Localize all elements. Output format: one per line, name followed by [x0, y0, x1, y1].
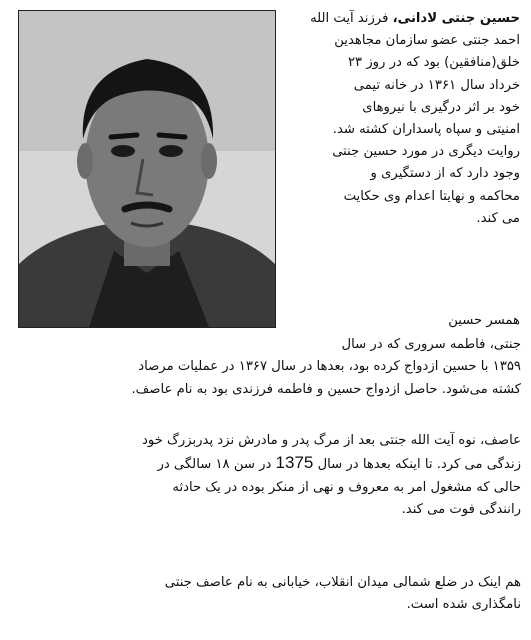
- bio-line: خلق(منافقین) بود که در روز ۲۳: [347, 55, 520, 71]
- portrait-photo: [18, 10, 276, 328]
- bio-intro-line: [282, 8, 520, 30]
- bio-line: می کند.: [476, 210, 520, 226]
- bio-intro-rest: فرزند آیت الله: [310, 11, 393, 26]
- spouse-line: ۱۳۵۹ با حسین ازدواج کرده بود، بعدها در سال ۱۳۶۷ در عملیات مرصاد: [138, 359, 521, 375]
- bio-line: احمد جنتی عضو سازمان مجاهدین: [334, 33, 520, 49]
- spouse-line: جنتی، فاطمه سروری که در سال: [341, 337, 521, 352]
- bio-line: امنیتی و سپاه پاسداران کشته شد.: [332, 122, 520, 138]
- bio-line: وجود دارد که از دستگیری و: [370, 166, 520, 182]
- street-paragraph: [8, 572, 521, 617]
- asef-line2-end: در سن ۱۸ سالگی در: [157, 457, 276, 473]
- bio-line: خود بر اثر درگیری با نیروهای: [362, 99, 520, 115]
- asef-paragraph: [8, 430, 521, 522]
- asef-line: عاصف، نوه آیت الله جنتی بعد از مرگ پدر و مادرش نزد پدربزرگ خود: [142, 433, 521, 448]
- subject-name: حسین جنتی لادانی،: [392, 11, 520, 26]
- street-line: هم اینک در ضلع شمالی میدان انقلاب، خیابانی به نام عاصف جنتی: [164, 575, 521, 590]
- bio-column: [282, 8, 520, 230]
- spouse-line: کشته می‌شود. حاصل ازدواج حسین و فاطمه فرزندی بود به نام عاصف.: [131, 381, 521, 397]
- bio-line: روایت دیگری در مورد حسین جنتی: [332, 144, 520, 160]
- street-line: نامگذاری شده است.: [406, 597, 521, 613]
- spouse-heading: همسر حسین: [448, 313, 520, 328]
- bio-line: محاکمه و نهایتا اعدام وی حکایت: [343, 188, 520, 204]
- asef-line: حالی که مشغول امر به معروف و نهی از منکر بوده در یک حادثه: [172, 479, 521, 495]
- spouse-paragraph: [8, 334, 521, 401]
- bio-line: خرداد سال ۱۳۶۱ در خانه تیمی: [353, 77, 520, 93]
- asef-line-with-year: [8, 452, 521, 476]
- asef-line2-start: زندگی می کرد. تا اینکه بعدها در سال: [313, 457, 521, 473]
- year-1375: 1375: [275, 453, 314, 473]
- spouse-heading-block: [282, 310, 520, 332]
- asef-line: رانندگی فوت می کند.: [401, 502, 521, 518]
